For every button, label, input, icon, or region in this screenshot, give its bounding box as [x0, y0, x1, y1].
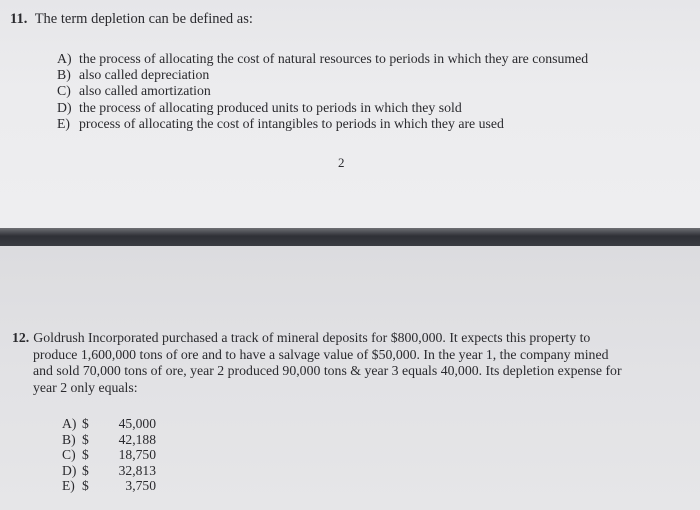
option-text: the process of allocating the cost of natural resources to periods in which they are consumed — [79, 51, 589, 66]
option-e[interactable] — [57, 116, 588, 132]
option-letter: A) — [57, 51, 72, 66]
question-12-header — [12, 330, 682, 396]
question-number: 11. — [10, 11, 28, 27]
page-number: 2 — [338, 155, 345, 170]
currency-symbol: $ — [82, 447, 89, 463]
option-d[interactable] — [62, 463, 156, 479]
option-amount: 42,188 — [118, 431, 156, 447]
option-e[interactable] — [62, 478, 156, 494]
page-divider — [0, 228, 700, 246]
question-line: and sold 70,000 tons of ore, year 2 produced 90,000 tons & year 3 equals 40,000. Its depletion expense for — [33, 363, 622, 379]
option-letter: A) — [62, 416, 77, 431]
question-text: Goldrush Incorporated purchased a track of mineral deposits for $800,000. It expects this property to — [33, 330, 591, 345]
option-d[interactable] — [57, 100, 588, 116]
question-12-options — [62, 416, 156, 494]
option-amount: 32,813 — [118, 462, 156, 478]
option-text: also called depreciation — [79, 67, 210, 83]
question-11-header — [10, 10, 253, 28]
option-amount: 18,750 — [118, 447, 156, 463]
option-amount: 45,000 — [118, 416, 156, 431]
option-letter: B) — [57, 67, 71, 83]
option-a[interactable] — [57, 51, 588, 67]
currency-symbol: $ — [82, 416, 89, 431]
option-letter: C) — [62, 447, 76, 463]
option-text: the process of allocating produced units to periods in which they sold — [79, 99, 462, 115]
question-line: year 2 only equals: — [33, 379, 138, 395]
option-b[interactable] — [57, 67, 588, 83]
option-text: process of allocating the cost of intangibles to periods in which they are used — [79, 115, 504, 131]
option-letter: C) — [57, 83, 71, 99]
question-line: produce 1,600,000 tons of ore and to have a salvage value of $50,000. In the year 1, the company mined — [33, 346, 609, 362]
question-11-options — [57, 51, 588, 132]
option-letter: E) — [62, 478, 75, 494]
question-prompt: The term depletion can be defined as: — [34, 11, 253, 27]
option-letter: E) — [57, 115, 71, 131]
option-c[interactable] — [57, 83, 588, 99]
currency-symbol: $ — [82, 462, 89, 478]
option-letter: D) — [57, 99, 72, 115]
question-number: 12. — [12, 330, 30, 345]
option-letter: B) — [62, 431, 76, 447]
currency-symbol: $ — [82, 431, 89, 447]
question-line — [12, 330, 682, 347]
option-c[interactable] — [62, 447, 156, 463]
option-letter: D) — [62, 462, 77, 478]
currency-symbol: $ — [82, 478, 89, 494]
option-a[interactable] — [62, 416, 156, 432]
option-b[interactable] — [62, 432, 156, 448]
option-amount: 3,750 — [125, 478, 156, 494]
option-text: also called amortization — [79, 83, 211, 99]
